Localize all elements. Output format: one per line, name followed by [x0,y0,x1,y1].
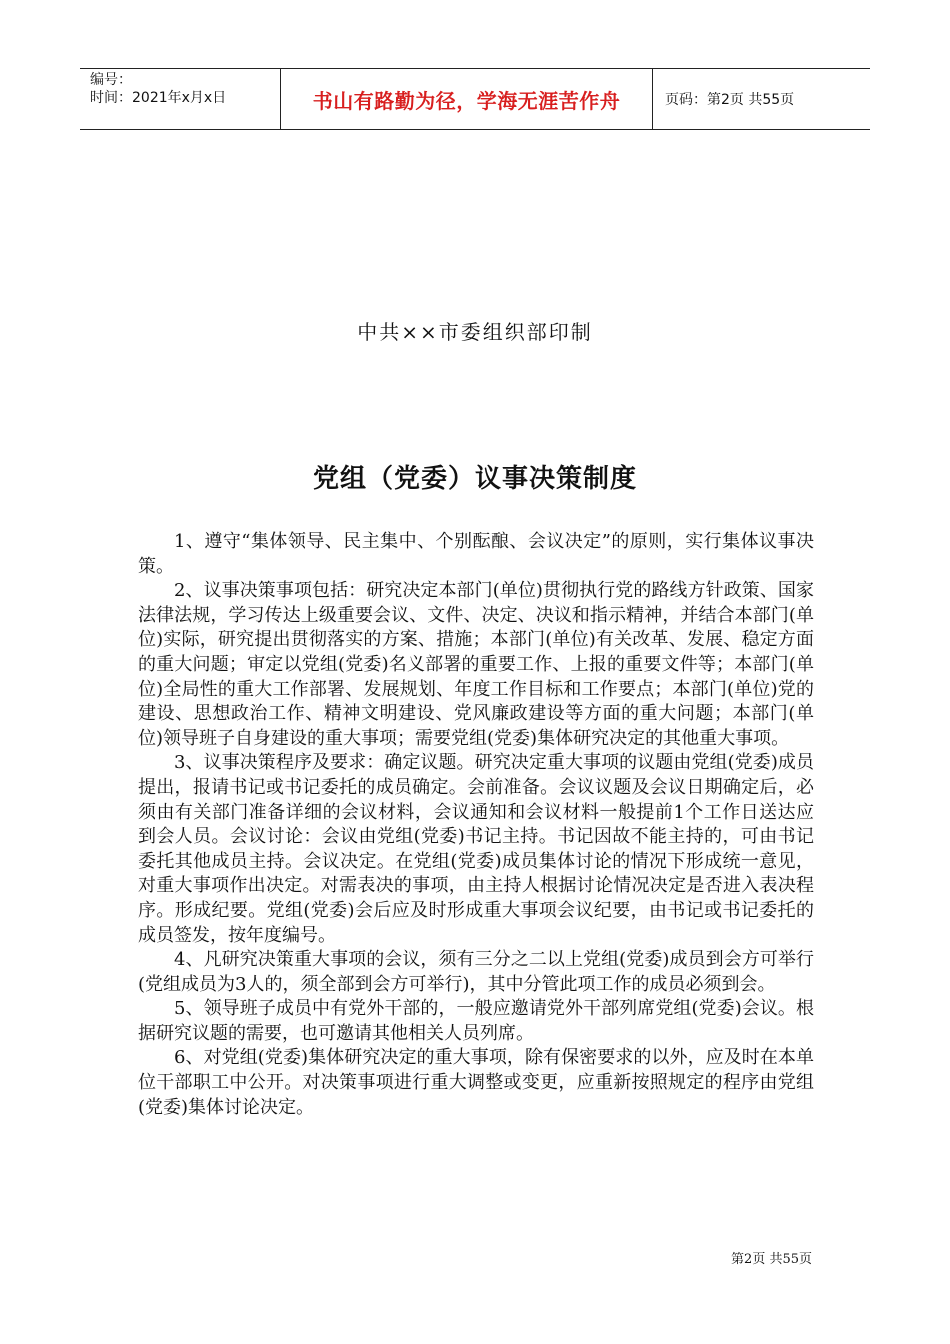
document-title: 党组（党委）议事决策制度 [312,464,637,494]
paragraph-2: 2、议事决策事项包括：研究决定本部门(单位)贯彻执行党的路线方针政策、国家法律法规，学习传达上级重要会议、文件、决定、决议和指示精神，并结合本部门(单位)实际，研究提出贯彻落实的方案、措施；本部门(单位)有关改革、发展、稳定方面的重大问题；审定以党组(党委)名义部署的重要工作、上报的重要文件等；本部门(单位)全局性的重大工作部署、发展规划、年度工作目标和工作要点；本部门(单位)党的建设、思想政治工作、精神文明建设、党风廉政建设等方面的重大问题；本部门(单位)领导班子自身建设的重大事项；需要党组(党委)集体研究决定的其他重大事项。 [138,580,814,749]
paragraph-5: 5、领导班子成员中有党外干部的，一般应邀请党外干部列席党组(党委)会议。根据研究议题的需要，也可邀请其他相关人员列席。 [138,998,814,1044]
paragraph-6: 6、对党组(党委)集体研究决定的重大事项，除有保密要求的以外，应及时在本单位干部职工中公开。对决策事项进行重大调整或变更，应重新按照规定的程序由党组(党委)集体讨论决定。 [138,1047,814,1118]
paragraph-3: 3、议事决策程序及要求：确定议题。研究决定重大事项的议题由党组(党委)成员提出，报请书记或书记委托的成员确定。会前准备。会议议题及会议日期确定后，必须由有关部门准备详细的会议材料，会议通知和会议材料一般提前1个工作日送达应到会人员。会议讨论：会议由党组(党委)书记主持。书记因故不能主持的，可由书记委托其他成员主持。会议决定。在党组(党委)成员集体讨论的情况下形成统一意见，对重大事项作出决定。对需表决的事项，由主持人根据讨论情况决定是否进入表决程序。形成纪要。党组(党委)会后应及时形成重大事项会议纪要，由书记或书记委托的成员签发，按年度编号。 [138,752,814,946]
header-motto: 书山有路勤为径，学海无涯苦作舟 [281,69,653,129]
issuer-line: 中共××市委组织部印制 [357,320,593,344]
document-body [138,530,814,1120]
paragraph-4: 4、凡研究决策重大事项的会议，须有三分之二以上党组(党委)成员到会方可举行(党组成员为3人的，须全部到会方可举行)，其中分管此项工作的成员必须到会。 [138,949,814,995]
page-footer: 第2页 共55页 [731,1252,812,1267]
document-time: 时间：2021年x月x日 [90,90,227,106]
header-meta [80,69,281,129]
header-page-number: 页码：第2页 共55页 [665,92,795,108]
paragraph-1: 1、遵守“集体领导、民主集中、个别酝酿、会议决定”的原则，实行集体议事决策。 [138,531,814,577]
document-number: 编号： [90,72,132,88]
page-header [80,68,870,130]
